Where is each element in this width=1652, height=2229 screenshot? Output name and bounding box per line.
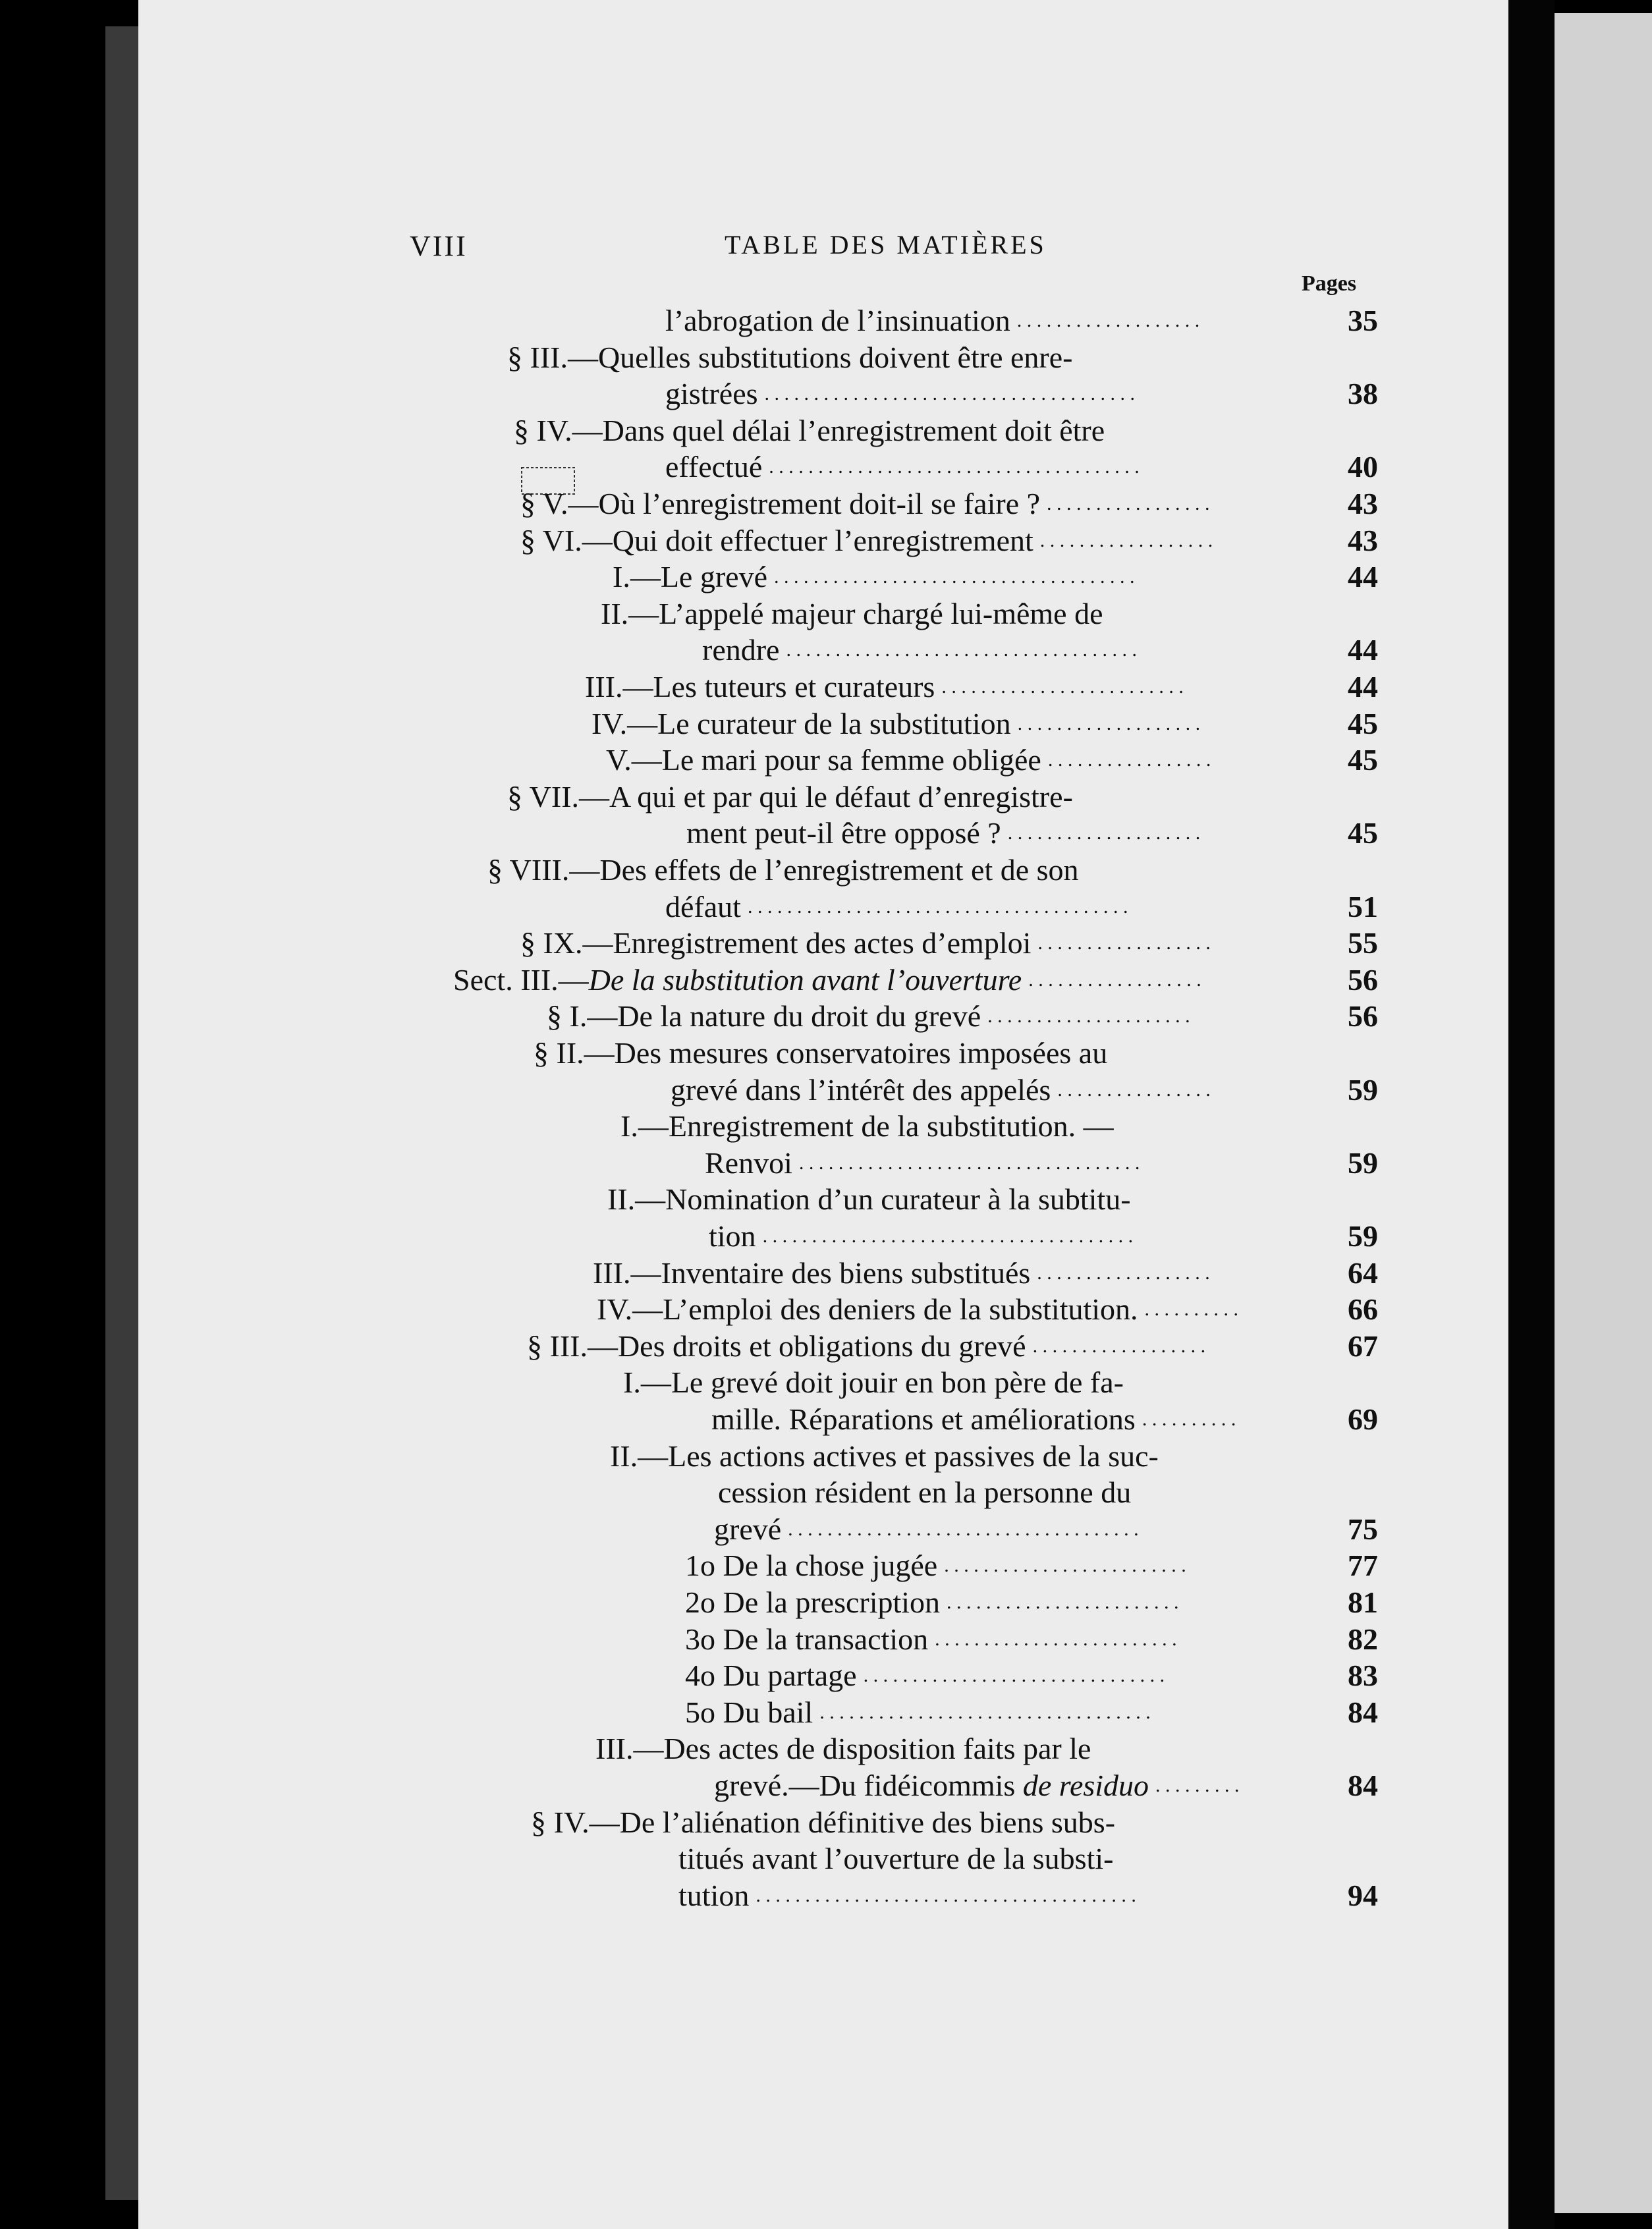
toc-page-number: 38 — [1348, 377, 1378, 411]
toc-entry — [0, 1255, 1652, 1292]
toc-entry — [0, 1548, 1652, 1585]
toc-entry — [0, 1475, 1652, 1512]
toc-entry-text: défaut — [665, 889, 741, 923]
toc-entry — [0, 962, 1652, 999]
toc-page-number: 84 — [1348, 1695, 1378, 1729]
toc-entry-text: IV.—L’emploi des deniers de la substitution. — [597, 1292, 1138, 1327]
toc-entry-text: gistrées — [665, 377, 758, 411]
toc-page-number: 43 — [1348, 487, 1378, 520]
toc-entry-text: V.—Le mari pour sa femme obligée — [606, 743, 1041, 777]
toc-entry-text: III.—Des actes de disposition faits par le — [595, 1732, 1091, 1766]
toc-page-number: 59 — [1348, 1219, 1378, 1253]
toc-entry-text: grevé.—Du fidéicommis de residuo — [714, 1769, 1149, 1802]
toc-page-number: 77 — [1348, 1549, 1378, 1583]
toc-entry — [0, 1219, 1652, 1255]
toc-page-number: 67 — [1348, 1329, 1378, 1363]
toc-entry — [0, 1512, 1652, 1549]
leader-dots: . . . . . . . . . . — [1142, 1408, 1236, 1430]
leader-dots: . . . . . . . . . . . . . . . . . . — [1037, 1261, 1210, 1284]
toc-entry-text: § VI.—Qui doit effectuer l’enregistrement — [520, 523, 1033, 557]
leader-dots: . . . . . . . . . — [1155, 1775, 1240, 1796]
leader-dots: . . . . . . . . . . . . . . . . . . . . . . . . . . . . . . . . . . . . — [786, 639, 1137, 661]
pages-column-label: Pages — [1302, 271, 1357, 296]
toc-entry-text: Renvoi — [705, 1145, 792, 1180]
toc-entry — [0, 1731, 1652, 1768]
toc-page-number: 81 — [1348, 1585, 1378, 1619]
toc-entry — [0, 779, 1652, 816]
toc-entry-text: 2o De la prescription — [685, 1585, 941, 1619]
leader-dots: . . . . . . . . . . . . . . . . . . . . . . . . . — [944, 1555, 1186, 1577]
toc-entry-text: Sect. III.—De la substitution avant l’ouverture — [453, 962, 1022, 997]
toc-page-number: 45 — [1348, 706, 1378, 740]
toc-entry-text: grevé dans l’intérêt des appelés — [671, 1072, 1051, 1107]
leader-dots: . . . . . . . . . . . . . . . . . — [1047, 749, 1211, 771]
toc-page-number: 44 — [1348, 670, 1378, 703]
toc-entry-text: 1o De la chose jugée — [685, 1549, 938, 1583]
toc-entry-text: grevé — [714, 1512, 782, 1546]
leader-dots: . . . . . . . . . . . . . . . . . . — [1037, 932, 1211, 954]
toc-entry-text: II.—L’appelé majeur chargé lui-même de — [601, 596, 1103, 630]
toc-entry — [0, 596, 1652, 633]
toc-entry — [0, 1109, 1652, 1145]
toc-entry-text: cession résident en la personne du — [718, 1475, 1132, 1510]
toc-entry-text: § I.—De la nature du droit du grevé — [547, 999, 981, 1033]
toc-entry — [0, 1035, 1652, 1072]
toc-page-number: 84 — [1348, 1769, 1378, 1802]
toc-entry-text: II.—Les actions actives et passives de la suc- — [610, 1439, 1159, 1473]
toc-page-number: 94 — [1348, 1878, 1378, 1912]
toc-entry-text: I.—Enregistrement de la substitution. — — [620, 1109, 1114, 1143]
toc-page-number: 64 — [1348, 1255, 1378, 1290]
leader-dots: . . . . . . . . . . . . . . . . . . . . . — [987, 1005, 1190, 1028]
toc-entry — [0, 669, 1652, 706]
toc-entry-text: titués avant l’ouverture de la substi- — [678, 1842, 1114, 1876]
page-folio: VIII — [410, 230, 468, 262]
toc-entry — [0, 486, 1652, 523]
toc-entry — [0, 1622, 1652, 1659]
toc-entry — [0, 815, 1652, 852]
toc-entry — [0, 852, 1652, 889]
toc-entry-text: tion — [709, 1219, 756, 1253]
toc-page-number: 43 — [1348, 523, 1378, 557]
leader-dots: . . . . . . . . . . . . . . . . . . . . . . . . . . . . . . . . . . . . . . — [762, 1225, 1134, 1247]
toc-page-number: 44 — [1348, 633, 1378, 667]
toc-entry — [0, 340, 1652, 377]
leader-dots: . . . . . . . . . . . . . . . . . . — [1032, 1335, 1206, 1357]
toc-entry-text: 5o Du bail — [685, 1695, 813, 1729]
toc-entry-text: 4o Du partage — [685, 1659, 857, 1693]
toc-page-number: 45 — [1348, 743, 1378, 777]
page-title: TABLE DES MATIÈRES — [725, 230, 1047, 260]
toc-entry-text: I.—Le grevé — [613, 560, 767, 594]
toc-page-number: 44 — [1348, 560, 1378, 594]
toc-entry-text: 3o De la transaction — [685, 1622, 929, 1656]
toc-entry-text: § IV.—Dans quel délai l’enregistrement doit être — [514, 413, 1105, 447]
toc-entry-text: rendre — [702, 633, 780, 667]
toc-entry-text: II.—Nomination d’un curateur à la subtitu- — [607, 1182, 1131, 1217]
toc-entry-text: l’abrogation de l’insinuation — [665, 304, 1010, 337]
leader-dots: . . . . . . . . . . — [1144, 1298, 1239, 1321]
toc-entry — [0, 1658, 1652, 1695]
toc-entry — [0, 1695, 1652, 1732]
toc-page-number: 56 — [1348, 962, 1378, 997]
toc-entry — [0, 742, 1652, 779]
toc-entry-text: tution — [678, 1878, 750, 1912]
toc-entry-text: III.—Les tuteurs et curateurs — [585, 670, 935, 703]
leader-dots: . . . . . . . . . . . . . . . . . . . . . . . . . . . . . . . . . . . . . . . — [756, 1884, 1136, 1906]
toc-entry — [0, 1365, 1652, 1402]
leader-dots: . . . . . . . . . . . . . . . . . . . . . . . . . . . . . . . — [863, 1665, 1165, 1687]
toc-page-number: 69 — [1348, 1402, 1378, 1436]
leader-dots: . . . . . . . . . . . . . . . . . . . . . . . . . . . . . . . . . . . . . — [774, 566, 1135, 588]
leader-dots: . . . . . . . . . . . . . . . . . — [1047, 493, 1210, 514]
leader-dots: . . . . . . . . . . . . . . . . . . . . . . . . . . . . . . . . . . . . . . . — [747, 895, 1128, 918]
toc-entry — [0, 706, 1652, 743]
toc-entry-text: § III.—Des droits et obligations du grevé — [527, 1329, 1026, 1363]
toc-page-number: 45 — [1348, 816, 1378, 850]
toc-entry — [0, 1072, 1652, 1109]
toc-entry — [0, 413, 1652, 450]
toc-entry-text: effectué — [665, 450, 763, 484]
toc-entry — [0, 449, 1652, 486]
toc-page-number: 82 — [1348, 1622, 1378, 1656]
toc-entry-text: § IX.—Enregistrement des actes d’emploi — [520, 926, 1032, 960]
toc-entry-text: § III.—Quelles substitutions doivent être enre- — [507, 340, 1073, 374]
toc-entry — [0, 1292, 1652, 1329]
toc-entry — [0, 303, 1652, 340]
toc-entry — [0, 1329, 1652, 1365]
toc-entry-text: § II.—Des mesures conservatoires imposées au — [534, 1036, 1108, 1070]
toc-entry — [0, 1585, 1652, 1622]
toc-entry-text: mille. Réparations et améliorations — [711, 1402, 1136, 1436]
toc-entry — [0, 1402, 1652, 1439]
leader-dots: . . . . . . . . . . . . . . . . . . — [1039, 529, 1213, 551]
toc-entry — [0, 376, 1652, 413]
leader-dots: . . . . . . . . . . . . . . . . . . . . . . . . . — [941, 676, 1184, 698]
toc-entry — [0, 1439, 1652, 1475]
toc-entry — [0, 1182, 1652, 1219]
toc-entry-text: IV.—Le curateur de la substitution — [592, 706, 1011, 740]
leader-dots: . . . . . . . . . . . . . . . . . . . . . . . . . . . . . . . . . . — [819, 1701, 1151, 1723]
leader-dots: . . . . . . . . . . . . . . . . . . . . . . . . . . . . . . . . . . . . . . — [769, 456, 1140, 478]
leader-dots: . . . . . . . . . . . . . . . . . . . . . . . . . — [935, 1628, 1177, 1650]
toc-page-number: 51 — [1348, 889, 1378, 923]
running-head — [0, 229, 1652, 269]
toc-entry — [0, 925, 1652, 962]
leader-dots: . . . . . . . . . . . . . . . . . . . . . . . . . . . . . . . . . . . . — [788, 1518, 1139, 1540]
toc-page-number: 35 — [1348, 304, 1378, 337]
toc-entry — [0, 1805, 1652, 1842]
toc-entry-text: III.—Inventaire des biens substitués — [593, 1255, 1031, 1290]
leader-dots: . . . . . . . . . . . . . . . . — [1057, 1078, 1211, 1101]
toc-entry — [0, 1145, 1652, 1182]
toc-entry — [0, 1878, 1652, 1915]
toc-entry — [0, 1841, 1652, 1878]
toc-entry-text: § VIII.—Des effets de l’enregistrement et de son — [487, 853, 1079, 887]
leader-dots: . . . . . . . . . . . . . . . . . . . — [1016, 310, 1200, 331]
toc-page-number: 66 — [1348, 1292, 1378, 1327]
toc-page-number: 40 — [1348, 450, 1378, 484]
leader-dots: . . . . . . . . . . . . . . . . . . . . . . . . . . . . . . . . . . . — [798, 1151, 1140, 1174]
leader-dots: . . . . . . . . . . . . . . . . . . . — [1017, 712, 1201, 734]
toc-page-number: 59 — [1348, 1145, 1378, 1180]
toc-entry — [0, 1768, 1652, 1805]
leader-dots: . . . . . . . . . . . . . . . . . . . . . . . . . . . . . . . . . . . . . . — [764, 383, 1136, 405]
toc-entry-text: § V.—Où l’enregistrement doit-il se faire ? — [520, 487, 1041, 520]
toc-page-number: 56 — [1348, 999, 1378, 1033]
toc-entry-text: § IV.—De l’aliénation définitive des biens subs- — [531, 1805, 1116, 1839]
toc-page-number: 59 — [1348, 1072, 1378, 1107]
leader-dots: . . . . . . . . . . . . . . . . . . . . — [1007, 822, 1201, 844]
toc-entry — [0, 999, 1652, 1035]
toc-entry — [0, 889, 1652, 926]
toc-entry-text: § VII.—A qui et par qui le défaut d’enregistre- — [507, 779, 1073, 813]
toc-entry — [0, 632, 1652, 669]
toc-entry-text: ment peut-il être opposé ? — [686, 816, 1001, 850]
toc-page-number: 75 — [1348, 1512, 1378, 1546]
toc-page-number: 55 — [1348, 926, 1378, 960]
toc-entry — [0, 559, 1652, 596]
leader-dots: . . . . . . . . . . . . . . . . . . . . . . . . — [947, 1591, 1179, 1613]
toc-page-number: 83 — [1348, 1659, 1378, 1693]
toc-entry — [0, 523, 1652, 560]
leader-dots: . . . . . . . . . . . . . . . . . . — [1028, 968, 1201, 991]
toc-entry-text: I.—Le grevé doit jouir en bon père de fa- — [623, 1365, 1124, 1400]
